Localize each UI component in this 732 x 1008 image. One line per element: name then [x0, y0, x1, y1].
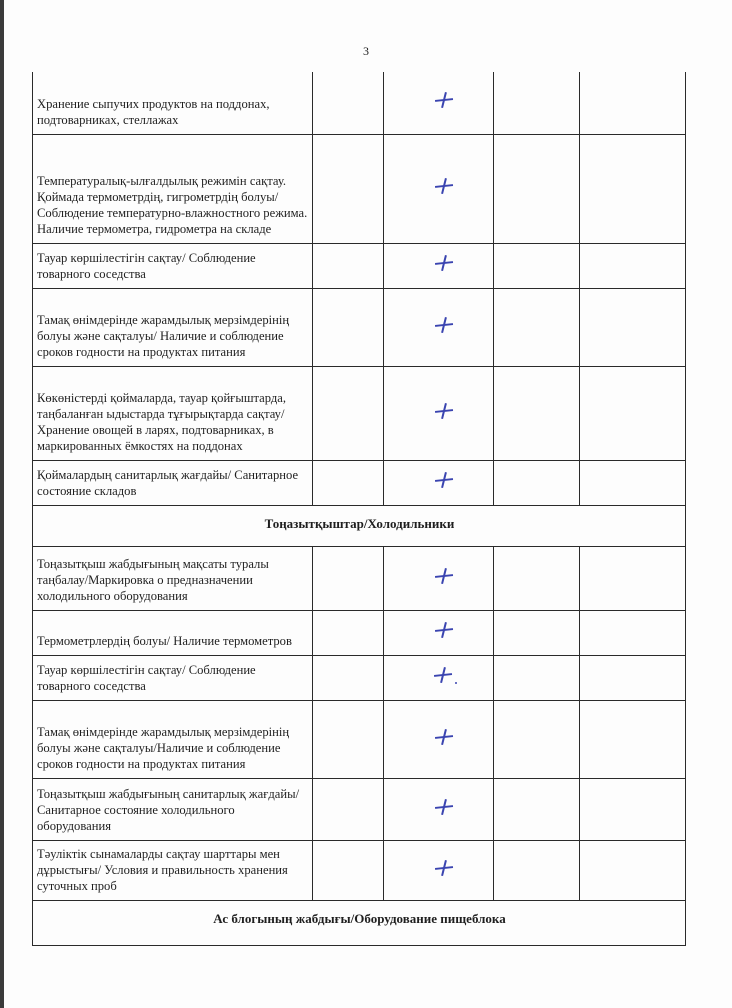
check-cell-3	[493, 546, 580, 610]
check-cell-2	[384, 840, 494, 900]
check-cell-4	[580, 288, 686, 366]
check-cell-3	[493, 366, 580, 460]
requirement-text: Тауар көршілестігін сақтау/ Соблюдение товарного соседства	[33, 655, 313, 700]
section-title: Тоңазытқыштар/Холодильники	[33, 505, 686, 546]
check-cell-4	[580, 134, 686, 243]
check-cell-2	[384, 700, 494, 778]
check-cell-1	[313, 366, 384, 460]
check-cell-3	[493, 72, 580, 134]
check-cell-1	[313, 460, 384, 505]
check-cell-4	[580, 460, 686, 505]
check-cell-1	[313, 546, 384, 610]
table-row	[33, 134, 686, 243]
handwritten-plus-mark	[434, 316, 454, 334]
check-cell-1	[313, 288, 384, 366]
check-cell-2	[384, 546, 494, 610]
handwritten-plus-mark	[434, 621, 454, 639]
check-cell-2	[384, 72, 494, 134]
table-row	[33, 366, 686, 460]
scan-edge	[0, 0, 4, 1008]
handwritten-plus-mark	[434, 798, 454, 816]
check-cell-1	[313, 72, 384, 134]
section-title: Ас блогының жабдығы/Оборудование пищеблока	[33, 900, 686, 945]
handwritten-plus-mark	[434, 177, 454, 195]
check-cell-1	[313, 655, 384, 700]
handwritten-plus-mark	[434, 859, 454, 877]
checklist-table	[32, 72, 686, 946]
requirement-text: Тамақ өнімдерінде жарамдылық мерзімдерінің болуы және сақталуы/ Наличие и соблюдение сроков годности на продуктах питания	[33, 288, 313, 366]
check-cell-2	[384, 243, 494, 288]
requirement-text: Хранение сыпучих продуктов на поддонах, подтоварниках, стеллажах	[33, 72, 313, 134]
check-cell-3	[493, 655, 580, 700]
table-row	[33, 655, 686, 700]
check-cell-1	[313, 700, 384, 778]
check-cell-4	[580, 700, 686, 778]
check-cell-2	[384, 288, 494, 366]
check-cell-2	[384, 655, 494, 700]
section-header-row	[33, 505, 686, 546]
requirement-text: Қоймалардың санитарлық жағдайы/ Санитарное состояние складов	[33, 460, 313, 505]
requirement-text: Тәуліктік сынамаларды сақтау шарттары мен дұрыстығы/ Условия и правильность хранения суточных проб	[33, 840, 313, 900]
check-cell-1	[313, 778, 384, 840]
requirement-text: Тауар көршілестігін сақтау/ Соблюдение товарного соседства	[33, 243, 313, 288]
check-cell-4	[580, 366, 686, 460]
check-cell-4	[580, 610, 686, 655]
handwritten-plus-mark	[434, 728, 454, 746]
requirement-text: Көкөністерді қоймаларда, тауар қойғыштарда, таңбаланған ыдыстарда тұғырықтарда сақтау/ Хранение овощей в ларях, подтоварниках, в маркированных ёмкостях на поддонах	[33, 366, 313, 460]
table-row	[33, 610, 686, 655]
table-row	[33, 546, 686, 610]
ink-dot	[455, 682, 457, 684]
check-cell-1	[313, 134, 384, 243]
check-cell-3	[493, 778, 580, 840]
requirement-text: Тамақ өнімдерінде жарамдылық мерзімдерінің болуы және сақталуы/Наличие и соблюдение сроков годности на продуктах питания	[33, 700, 313, 778]
requirement-text: Тоңазытқыш жабдығының санитарлық жағдайы/ Санитарное состояние холодильного оборудования	[33, 778, 313, 840]
check-cell-4	[580, 243, 686, 288]
check-cell-1	[313, 243, 384, 288]
table-row	[33, 778, 686, 840]
requirement-text: Температуралық-ылғалдылық режимін сақтау. Қоймада термометрдің, гигрометрдің болуы/ Соблюдение температурно-влажностного режима. Наличие термометра, гидрометра на складе	[33, 134, 313, 243]
handwritten-plus-mark	[434, 254, 454, 272]
check-cell-3	[493, 288, 580, 366]
check-cell-2	[384, 134, 494, 243]
check-cell-4	[580, 778, 686, 840]
check-cell-3	[493, 700, 580, 778]
check-cell-4	[580, 655, 686, 700]
check-cell-4	[580, 546, 686, 610]
check-cell-4	[580, 840, 686, 900]
table-row	[33, 840, 686, 900]
requirement-text: Тоңазытқыш жабдығының мақсаты туралы таңбалау/Маркировка о предназначении холодильного оборудования	[33, 546, 313, 610]
check-cell-2	[384, 460, 494, 505]
check-cell-2	[384, 366, 494, 460]
table-row	[33, 460, 686, 505]
check-cell-3	[493, 610, 580, 655]
handwritten-plus-mark	[434, 91, 454, 109]
table-row	[33, 288, 686, 366]
check-cell-1	[313, 610, 384, 655]
requirement-text: Термометрлердің болуы/ Наличие термометров	[33, 610, 313, 655]
section-header-row	[33, 900, 686, 945]
check-cell-3	[493, 134, 580, 243]
table-row	[33, 243, 686, 288]
check-cell-4	[580, 72, 686, 134]
handwritten-plus-mark	[433, 666, 453, 684]
page-number: 3	[363, 44, 369, 58]
table-row	[33, 700, 686, 778]
handwritten-plus-mark	[434, 567, 454, 585]
check-cell-3	[493, 460, 580, 505]
check-cell-2	[384, 778, 494, 840]
check-cell-3	[493, 243, 580, 288]
handwritten-plus-mark	[434, 402, 454, 420]
check-cell-2	[384, 610, 494, 655]
check-cell-1	[313, 840, 384, 900]
table-row	[33, 72, 686, 134]
handwritten-plus-mark	[434, 471, 454, 489]
check-cell-3	[493, 840, 580, 900]
